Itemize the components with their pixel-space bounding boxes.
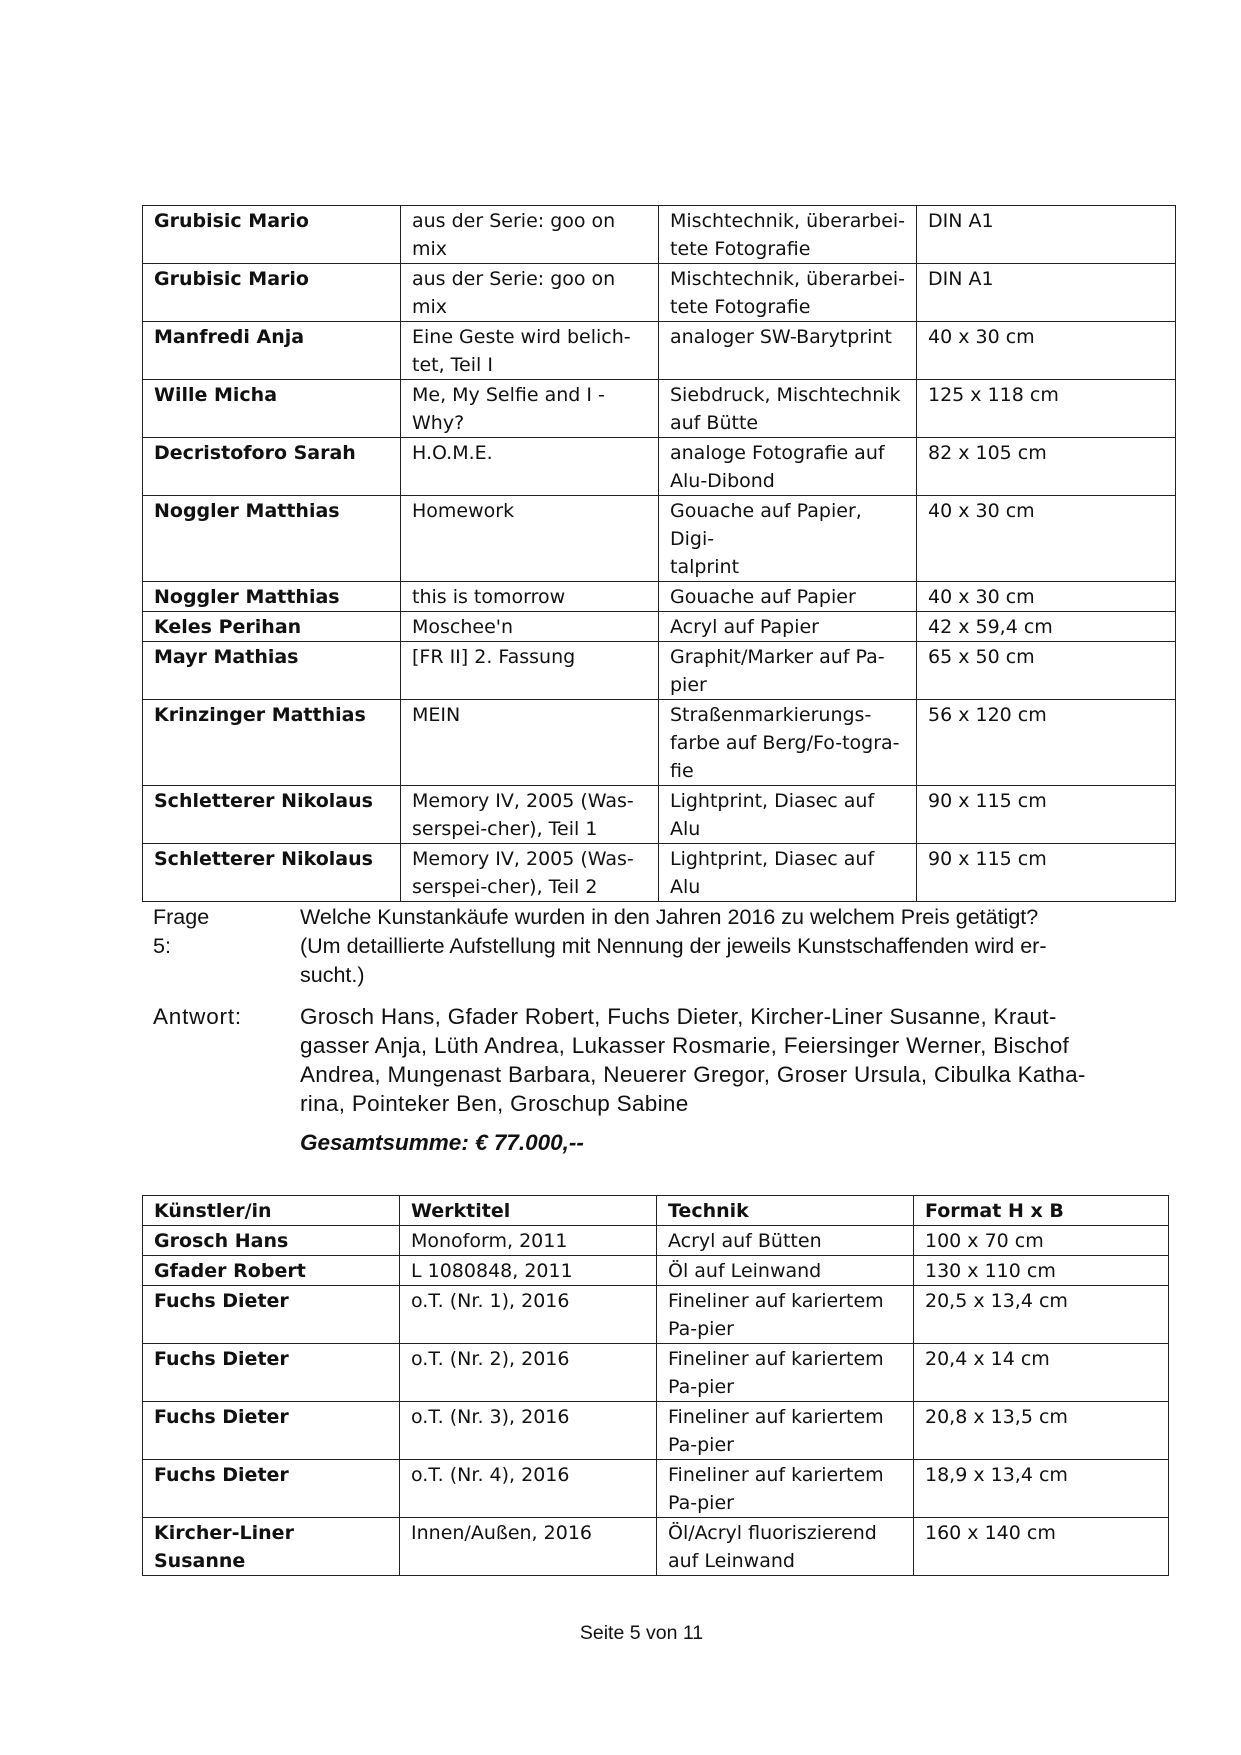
table-row (143, 264, 1176, 322)
cell-title: o.T. (Nr. 3), 2016 (400, 1402, 657, 1460)
question-label: Frage 5: (153, 905, 210, 958)
cell-technique: Fineliner auf kariertem Pa-pier (657, 1402, 914, 1460)
cell-title: o.T. (Nr. 4), 2016 (400, 1460, 657, 1518)
cell-title: Me, My Selfie and I - Why? (401, 380, 659, 438)
cell-title: Memory IV, 2005 (Was- serspei-cher), Teil 1 (401, 786, 659, 844)
cell-artist: Grosch Hans (143, 1226, 400, 1256)
cell-title: MEIN (401, 700, 659, 786)
cell-format: 18,9 x 13,4 cm (914, 1460, 1169, 1518)
cell-title: this is tomorrow (401, 582, 659, 612)
cell-title: Eine Geste wird belich- tet, Teil I (401, 322, 659, 380)
cell-artist: Schletterer Nikolaus (143, 844, 401, 902)
cell-format: 160 x 140 cm (914, 1518, 1169, 1576)
cell-format: 40 x 30 cm (917, 322, 1176, 380)
table-row (143, 322, 1176, 380)
table-row (143, 206, 1176, 264)
question-text: Welche Kunstankäufe wurden in den Jahren 2016 zu welchem Preis getätigt? (Um detaillierte Aufstellung mit Nennung der jeweils Kunstschaffenden wird er- sucht.) (300, 905, 1047, 987)
cell-artist: Fuchs Dieter (143, 1460, 400, 1518)
cell-artist: Grubisic Mario (143, 206, 401, 264)
cell-title: aus der Serie: goo on mix (401, 264, 659, 322)
cell-artist: Fuchs Dieter (143, 1286, 400, 1344)
cell-title: Homework (401, 496, 659, 582)
table-row (143, 1256, 1169, 1286)
cell-technique: Gouache auf Papier, Digi- talprint (659, 496, 917, 582)
cell-artist: Decristoforo Sarah (143, 438, 401, 496)
cell-artist: Keles Perihan (143, 612, 401, 642)
cell-title: Memory IV, 2005 (Was- serspei-cher), Teil 2 (401, 844, 659, 902)
cell-title: L 1080848, 2011 (400, 1256, 657, 1286)
cell-artist: Manfredi Anja (143, 322, 401, 380)
cell-format: 125 x 118 cm (917, 380, 1176, 438)
cell-artist: Fuchs Dieter (143, 1402, 400, 1460)
cell-format: 100 x 70 cm (914, 1226, 1169, 1256)
page-footer: Seite 5 von 11 (579, 1622, 704, 1644)
table-row (143, 844, 1176, 902)
cell-technique: Öl auf Leinwand (657, 1256, 914, 1286)
table-header-row (143, 1196, 1169, 1226)
table-row (143, 1518, 1169, 1576)
cell-technique: Fineliner auf kariertem Pa-pier (657, 1344, 914, 1402)
header-technique: Technik (657, 1196, 914, 1226)
cell-technique: Acryl auf Bütten (657, 1226, 914, 1256)
cell-format: 20,8 x 13,5 cm (914, 1402, 1169, 1460)
cell-artist: Noggler Matthias (143, 496, 401, 582)
cell-format: 56 x 120 cm (917, 700, 1176, 786)
total-sum: Gesamtsumme: € 77.000,-- (300, 1130, 584, 1155)
cell-artist: Mayr Mathias (143, 642, 401, 700)
cell-title: H.O.M.E. (401, 438, 659, 496)
cell-artist: Noggler Matthias (143, 582, 401, 612)
cell-artist: Schletterer Nikolaus (143, 786, 401, 844)
cell-technique: analoge Fotografie auf Alu-Dibond (659, 438, 917, 496)
cell-format: 90 x 115 cm (917, 844, 1176, 902)
header-artist: Künstler/in (143, 1196, 400, 1226)
cell-technique: Mischtechnik, überarbei- tete Fotografie (659, 264, 917, 322)
cell-technique: Fineliner auf kariertem Pa-pier (657, 1460, 914, 1518)
cell-format: DIN A1 (917, 264, 1176, 322)
cell-artist: Grubisic Mario (143, 264, 401, 322)
table-row (143, 438, 1176, 496)
cell-format: 42 x 59,4 cm (917, 612, 1176, 642)
table-row (143, 1460, 1169, 1518)
cell-technique: Lightprint, Diasec auf Alu (659, 786, 917, 844)
cell-title: Moschee'n (401, 612, 659, 642)
table-row (143, 380, 1176, 438)
cell-title: Innen/Außen, 2016 (400, 1518, 657, 1576)
cell-format: 90 x 115 cm (917, 786, 1176, 844)
cell-title: aus der Serie: goo on mix (401, 206, 659, 264)
cell-artist: Wille Micha (143, 380, 401, 438)
table-row (143, 1286, 1169, 1344)
cell-technique: Straßenmarkierungs- farbe auf Berg/Fo-togra- fie (659, 700, 917, 786)
artwork-table-continued (142, 205, 1176, 902)
cell-technique: Graphit/Marker auf Pa- pier (659, 642, 917, 700)
cell-format: 82 x 105 cm (917, 438, 1176, 496)
table-row (143, 612, 1176, 642)
table-row (143, 1226, 1169, 1256)
cell-technique: Öl/Acryl fluoriszierend auf Leinwand (657, 1518, 914, 1576)
header-title: Werktitel (400, 1196, 657, 1226)
cell-title: o.T. (Nr. 1), 2016 (400, 1286, 657, 1344)
cell-artist: Krinzinger Matthias (143, 700, 401, 786)
cell-technique: Gouache auf Papier (659, 582, 917, 612)
table-row (143, 582, 1176, 612)
cell-format: 20,4 x 14 cm (914, 1344, 1169, 1402)
table-row (143, 1344, 1169, 1402)
cell-title: o.T. (Nr. 2), 2016 (400, 1344, 657, 1402)
cell-title: Monoform, 2011 (400, 1226, 657, 1256)
cell-format: 20,5 x 13,4 cm (914, 1286, 1169, 1344)
cell-format: DIN A1 (917, 206, 1176, 264)
table-row (143, 700, 1176, 786)
cell-format: 40 x 30 cm (917, 496, 1176, 582)
cell-format: 130 x 110 cm (914, 1256, 1169, 1286)
cell-technique: Fineliner auf kariertem Pa-pier (657, 1286, 914, 1344)
cell-technique: analoger SW-Barytprint (659, 322, 917, 380)
table-row (143, 786, 1176, 844)
cell-title: [FR II] 2. Fassung (401, 642, 659, 700)
answer-label: Antwort: (153, 1004, 242, 1029)
cell-artist: Gfader Robert (143, 1256, 400, 1286)
table-row (143, 642, 1176, 700)
cell-technique: Lightprint, Diasec auf Alu (659, 844, 917, 902)
table-row (143, 496, 1176, 582)
cell-format: 65 x 50 cm (917, 642, 1176, 700)
cell-technique: Mischtechnik, überarbei- tete Fotografie (659, 206, 917, 264)
answer-text: Grosch Hans, Gfader Robert, Fuchs Dieter, Kircher-Liner Susanne, Kraut- gasser Anja, Lüth Andrea, Lukasser Rosmarie, Feiersinger Werner, Bischof Andrea, Mungenast Barbara, Neuerer Gregor, Groser Ursula, Cibulka Katha- rina, Pointeker Ben, Groschup Sabine (300, 1004, 1086, 1116)
cell-technique: Siebdruck, Mischtechnik auf Bütte (659, 380, 917, 438)
cell-format: 40 x 30 cm (917, 582, 1176, 612)
header-format: Format H x B (914, 1196, 1169, 1226)
cell-artist: Fuchs Dieter (143, 1344, 400, 1402)
cell-technique: Acryl auf Papier (659, 612, 917, 642)
table-row (143, 1402, 1169, 1460)
cell-artist: Kircher-Liner Susanne (143, 1518, 400, 1576)
purchases-2016-table (142, 1195, 1169, 1576)
